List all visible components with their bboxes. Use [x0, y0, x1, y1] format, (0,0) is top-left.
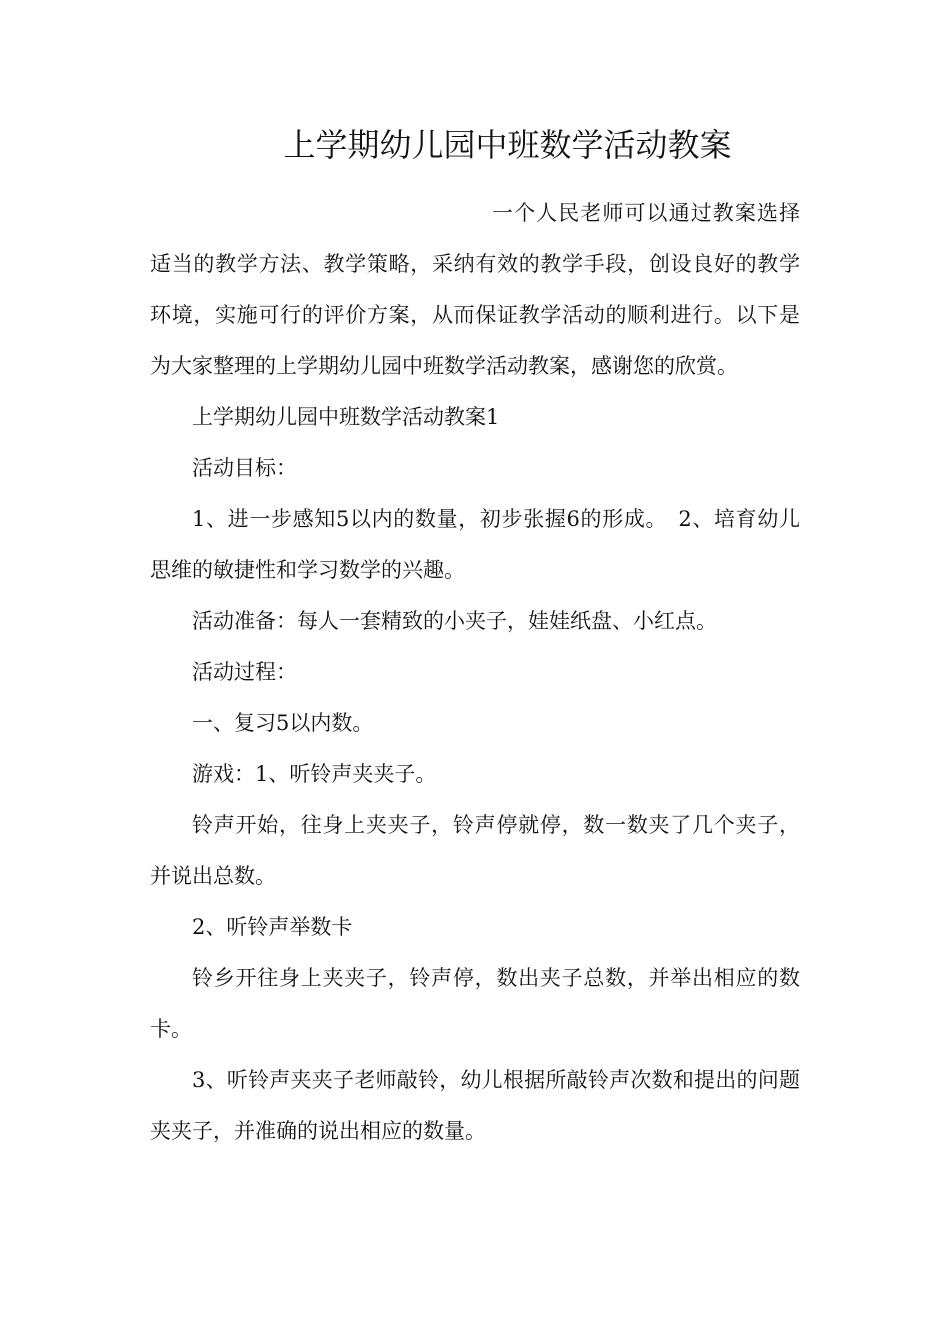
document-body	[150, 188, 800, 1157]
section-heading: 上学期幼儿园中班数学活动教案1	[192, 405, 500, 429]
process-heading: 活动过程：	[192, 660, 297, 684]
goals-heading: 活动目标：	[192, 456, 297, 480]
preparation-paragraph: 活动准备：每人一套精致的小夹子，娃娃纸盘、小红点。	[192, 609, 717, 633]
game-two-heading: 2、听铃声举数卡	[192, 915, 353, 939]
game-one-heading: 游戏：1、听铃声夹夹子。	[192, 762, 437, 786]
step-one-heading: 一、复习5以内数。	[192, 711, 374, 735]
game-one-paragraph: 铃声开始，往身上夹夹子，铃声停就停，数一数夹了几个夹子，并说出总数。	[150, 813, 800, 888]
game-two-paragraph: 铃乡开往身上夹夹子，铃声停，数出夹子总数，并举出相应的数卡。	[150, 966, 800, 1041]
goals-paragraph: 1、进一步感知5以内的数量，初步张握6的形成。 2、培育幼儿思维的敏捷性和学习数学的兴趣。	[150, 507, 800, 582]
intro-paragraph: 一个人民老师可以通过教案选择适当的教学方法、教学策略，采纳有效的教学手段，创设良好的教学环境，实施可行的评价方案，从而保证教学活动的顺利进行。以下是为大家整理的上学期幼儿园中班数学活动教案，感谢您的欣赏。	[150, 201, 800, 378]
document-title: 上学期幼儿园中班数学活动教案	[283, 126, 732, 164]
game-three-paragraph: 3、听铃声夹夹子老师敲铃，幼儿根据所敲铃声次数和提出的问题夹夹子，并准确的说出相应的数量。	[150, 1068, 800, 1143]
